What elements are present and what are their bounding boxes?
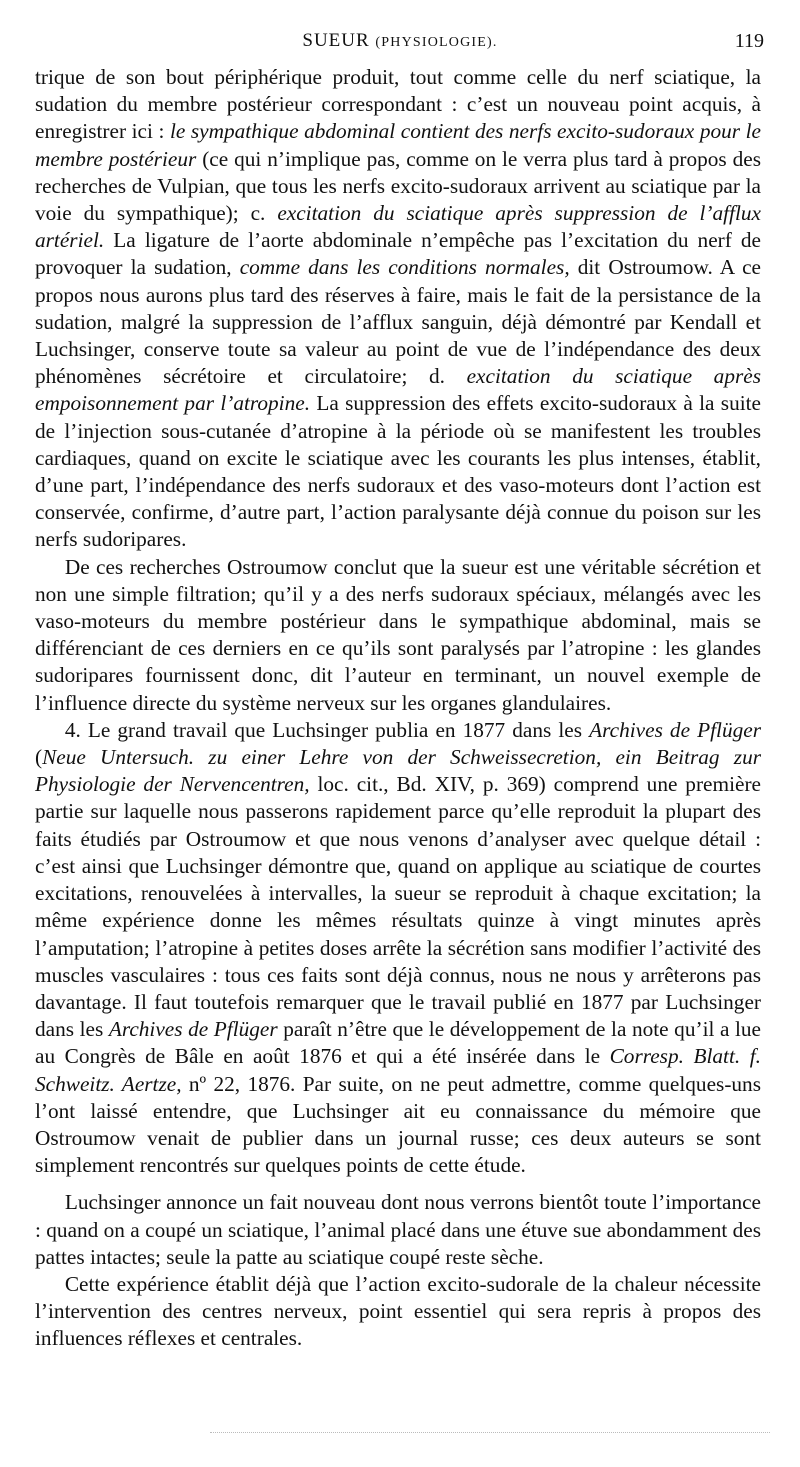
italic-run: Neue Untersuch. zu einer Lehre von der Schweissecretion, ein Beitrag zur Physiologie der Nervencentren, — [35, 745, 761, 797]
text-run: La suppression des effets excito-sudoraux à la suite de l’injection sous-cutanée d’atropine à la période où se manifestent les troubles cardiaques, quand on excite le sciatique avec les courants les plus intenses, établit, d’une part, l’indépendance des nerfs sudoraux et des vaso-moteurs dont l’action est conservée, confirme, d’autre part, l’action paralysante déjà connue du poison sur les nerfs sudoripares. — [35, 391, 761, 552]
italic-run: Archives de Pflüger — [589, 717, 761, 742]
text-run: ( — [35, 745, 43, 770]
running-title: SUEUR — [302, 30, 370, 51]
text-run: (ce qui n’implique pas, comme on le verra plus tard à propos des recherches de Vulpian, que tous les nerfs excito-sudoraux arrivent au sciatique par la voie du sympathique); c. — [35, 146, 762, 226]
footer-rule — [210, 1432, 770, 1433]
body-text — [35, 64, 761, 1353]
page-number: 119 — [734, 30, 764, 52]
running-head — [0, 30, 800, 52]
italic-run: Archives de Pflüger — [108, 1017, 278, 1042]
text-run: loc. cit., Bd. XIV, p. 369) comprend une première partie sur laquelle nous passerons rapidement parce qu’elle reproduit la plupart des faits étudiés par Ostroumow et que nous venons d’analyser avec quelque détail : c’est ainsi que Luchsinger démontre que, quand on applique au sciatique de courtes excitations, renouvelées à intervalles, la sueur se reproduit à chaque excitation; la même expérience donne les mêmes résultats quinze à vingt minutes après l’amputation; l’atropine à petites doses arrête la sécrétion sans modifier l’activité des muscles vasculaires : tous ces faits sont déjà connus, nous ne nous y arrêterons pas davantage. Il faut toutefois remarquer que le travail publié en 1877 par Luchsinger dans les — [35, 772, 761, 1042]
text-run: paraît n’être que le développement de la note qu’il a lue au Congrès de Bâle en août 1876 et qui a été insérée dans le — [35, 1017, 761, 1069]
paragraph-p5 — [35, 1271, 761, 1353]
text-run: trique de son bout périphérique produit, tout comme celle du nerf sciatique, la sudation du membre postérieur correspondant : c’est un nouveau point acquis, à enregistrer ici : — [35, 65, 761, 144]
paragraph-p2 — [35, 554, 761, 717]
text-run: Cette expérience établit déjà que l’action excito-sudorale de la chaleur nécessite l’intervention des centres nerveux, point essentiel qui sera repris à propos des influences réflexes et centrales. — [35, 1271, 761, 1351]
italic-run: comme dans les conditions normales, — [239, 255, 570, 280]
paragraph-p4 — [35, 1189, 761, 1271]
running-subtitle: (PHYSIOLOGIE). — [375, 35, 498, 50]
text-run: 4. Le grand travail que Luchsinger publia en 1877 dans les — [64, 717, 590, 742]
text-run: nº 22, 1876. Par suite, on ne peut admettre, comme quelques-uns l’ont laissé entendre, que Luchsinger ait eu connaissance du mémoire que Ostroumow venait de publier dans un journal russe; ces deux auteurs se sont simplement rencontrés sur quelques points de cette étude. — [35, 1071, 761, 1178]
text-run: Luchsinger annonce un fait nouveau dont nous verrons bientôt toute l’importance : quand on a coupé un sciatique, l’animal placé dans une étuve sue abondamment des pattes intactes; seule la patte au sciatique coupé reste sèche. — [35, 1190, 761, 1269]
italic-run: Corresp. Blatt. f. Schweitz. Aertze, — [35, 1044, 761, 1096]
text-run: De ces recherches Ostroumow conclut que la sueur est une véritable sécrétion et non une simple filtration; qu’il y a des nerfs sudoraux spéciaux, mélangés avec les vaso-moteurs du membre postérieur dans le sympathique abdominal, mais se différenciant de ces derniers en ce qu’ils sont paralysés par l’atropine : les glandes sudoripares fournissent donc, dit l’auteur en terminant, un nouvel exemple de l’influence directe du système nerveux sur les organes glandulaires. — [35, 554, 761, 715]
paragraph-p1 — [35, 64, 761, 554]
paragraph-p3 — [35, 717, 761, 1179]
text-run: La ligature de l’aorte abdominale n’empêche pas l’excitation du nerf de provoquer la sudation, — [35, 228, 761, 280]
italic-run: le sympathique abdominal contient des nerfs excito-sudoraux pour le membre postérieur — [35, 119, 761, 171]
italic-run: excitation du sciatique après empoisonnement par l’atropine. — [35, 364, 761, 416]
text-run: dit Ostroumow. A ce propos nous aurons plus tard des réserves à faire, mais le fait de la persistance de la sudation, malgré la suppression de l’afflux sanguin, déjà démontré par Kendall et Luchsinger, conserve toute sa valeur au point de vue de l’indépendance des deux phénomènes sécrétoire et circulatoire; d. — [35, 255, 761, 389]
italic-run: excitation du sciatique après suppression de l’afflux artériel. — [35, 201, 761, 253]
page-header — [0, 30, 800, 60]
